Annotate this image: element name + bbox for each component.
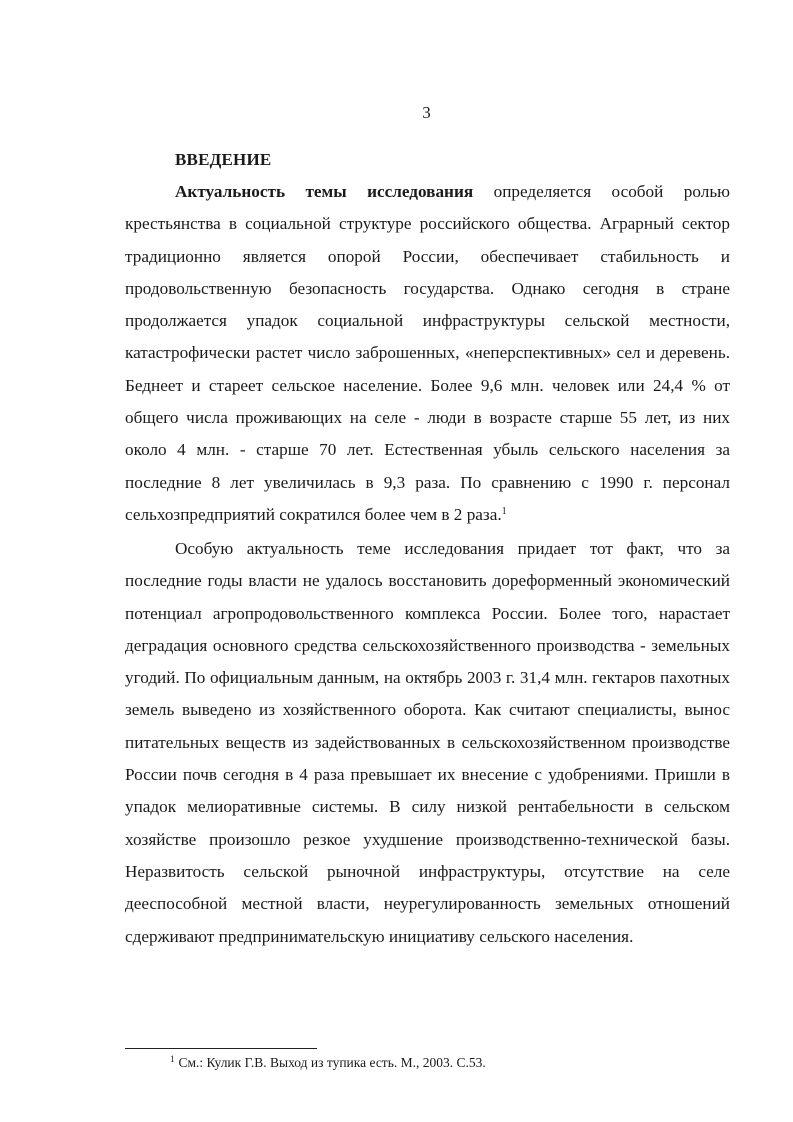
lead-phrase: Актуальность темы исследования bbox=[175, 182, 474, 201]
paragraph-text: Особую актуальность теме исследования придает тот факт, что за последние годы власти не удалось восстановить дореформенный экономический потенциал агропродовольственного комплекса России. Более того, нарастает деградация основного средства сельскохозяйственного производства - земельных угодий. По официальным данным, на октябрь 2003 г. 31,4 млн. гектаров пахотных земель выведено из хозяйственного оборота. Как считают специалисты, вынос питательных веществ из задействованных в сельскохозяйственном производстве России почв сегодня в 4 раза превышает их внесение с удобрениями. Пришли в упадок мелиоративные системы. В силу низкой рентабельности в сельском хозяйстве произошло резкое ухудшение производственно-технической базы. Неразвитость сельской рыночной инфраструктуры, отсутствие на селе дееспособной местной власти, неурегулированность земельных отношений сдерживают предпринимательскую инициативу сельского населения. bbox=[125, 539, 730, 946]
footnote-text: См.: Кулик Г.В. Выход из тупика есть. М., 2003. С.53. bbox=[178, 1055, 486, 1070]
paragraph-text: определяется особой ролью крестьянства в социальной структуре российского общества. Аграрный сектор традиционно является опорой России, обеспечивает стабильность и продовольственную безопасность государства. Однако сегодня в стране продолжается упадок социальной инфраструктуры сельской местности, катастрофически растет число заброшенных, «неперспективных» сел и деревень. Беднеет и стареет сельское население. Более 9,6 млн. человек или 24,4 % от общего числа проживающих на селе - люди в возрасте старше 55 лет, из них около 4 млн. - старше 70 лет. Естественная убыль сельского населения за последние 8 лет увеличилась в 9,3 раза. По сравнению с 1990 г. персонал сельхозпредприятий сократился более чем в 2 раза. bbox=[125, 182, 730, 524]
footnote-reference[interactable]: 1 bbox=[501, 505, 507, 517]
intro-paragraph bbox=[125, 176, 730, 531]
page-number: 3 bbox=[422, 103, 431, 122]
section-heading: ВВЕДЕНИЕ bbox=[175, 150, 272, 169]
footnote-divider bbox=[125, 1048, 317, 1049]
footnote-marker: 1 bbox=[170, 1054, 175, 1064]
footnote bbox=[170, 1055, 486, 1071]
relevance-paragraph bbox=[125, 533, 730, 953]
